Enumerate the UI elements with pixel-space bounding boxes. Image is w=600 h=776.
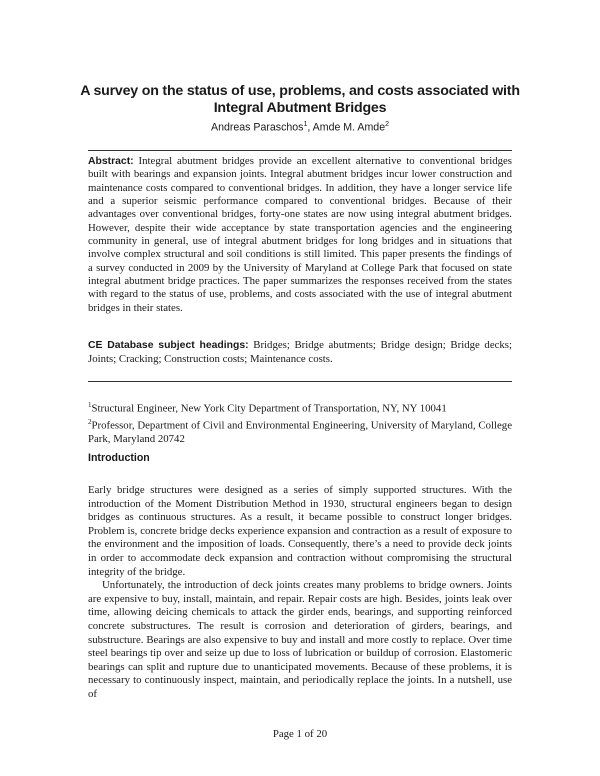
footnote xyxy=(88,416,512,447)
footnote-mark: 2 xyxy=(88,418,92,427)
author-2: Amde M. Amde xyxy=(312,121,386,134)
abstract-text: Integral abutment bridges provide an excellent alternative to conventional bridges built with bearings and expansion joints. Integral abutment bridges incur lower construction and maintenance costs compared to conventional bridges. In addition, they have a longer service life and a superior seismic performance compared to conventional bridges. Because of their advantages over conventional bridges, forty-one states are now using integral abutment bridges. However, despite their wide acceptance by state transportation agencies and the engineering community in general, use of integral abutment bridges for long bridges and in situations that involve complex structural and soil conditions is still limited. This paper presents the findings of a survey conducted in 2009 by the University of Maryland at College Park that focused on state integral abutment bridge practices. The paper summarizes the responses received from the states with regard to the status of use, problems, and costs associated with the use of integral abutment bridges in their states. xyxy=(88,155,512,314)
subject-headings-text: Bridges; Bridge abutments; Bridge design; Bridge decks; Joints; Cracking; Construction costs; Maintenance costs. xyxy=(88,339,513,365)
author-1: Andreas Paraschos xyxy=(211,121,304,134)
bottom-divider xyxy=(88,381,512,382)
paragraph: Early bridge structures were designed as a series of simply supported structures. With the introduction of the Moment Distribution Method in 1930, structural engineers began to design bridges as continuous structures. As a result, it became possible to construct longer bridges. Problem is, concrete bridge decks experience expansion and contraction as a result of exposure to the environment and the imposition of loads. Consequently, there’s a need to provide deck joints in order to accommodate deck expansion and contraction without compromising the structural integrity of the bridge. xyxy=(88,484,512,578)
introduction-body xyxy=(88,484,512,702)
section-heading-introduction: Introduction xyxy=(88,452,150,464)
author-1-mark: 1 xyxy=(303,121,308,128)
top-divider xyxy=(88,150,512,151)
footnotes xyxy=(88,399,512,447)
subject-headings-label: CE Database subject headings: xyxy=(88,340,249,351)
page-number: Page 1 of 20 xyxy=(272,728,328,740)
paragraph: Unfortunately, the introduction of deck joints creates many problems to bridge owners. Joints are expensive to buy, install, maintain, and repair. Repair costs are high. Besides, joints leak over time, allowing deicing chemicals to attack the girder ends, bearings, and supporting reinforced concrete substructures. The result is corrosion and deterioration of girders, bearings, and substructure. Bearings are also expensive to buy and install and more costly to replace. Over time steel bearings tip over and seize up due to loss of lubrication or buildup of corrosion. Elastomeric bearings can split and rupture due to unanticipated movements. Because of these problems, it is necessary to continuously inspect, maintain, and periodically replace the joints. In a nutshell, use of xyxy=(88,579,512,700)
abstract xyxy=(88,155,512,315)
author-2-mark: 2 xyxy=(385,121,389,128)
abstract-label: Abstract: xyxy=(88,156,134,167)
paper-title: A survey on the status of use, problems, and costs associated with Integral Abutment Bridges xyxy=(80,83,520,116)
footnote-text: Professor, Department of Civil and Environmental Engineering, University of Maryland, College Park, Maryland 20742 xyxy=(88,419,512,446)
footnote-mark: 1 xyxy=(88,401,92,409)
author-separator: , xyxy=(307,121,313,134)
footnote xyxy=(88,399,512,416)
footnote-text: Structural Engineer, New York City Department of Transportation, NY, NY 10041 xyxy=(91,402,447,415)
subject-headings xyxy=(88,339,512,366)
author-line xyxy=(60,121,540,134)
